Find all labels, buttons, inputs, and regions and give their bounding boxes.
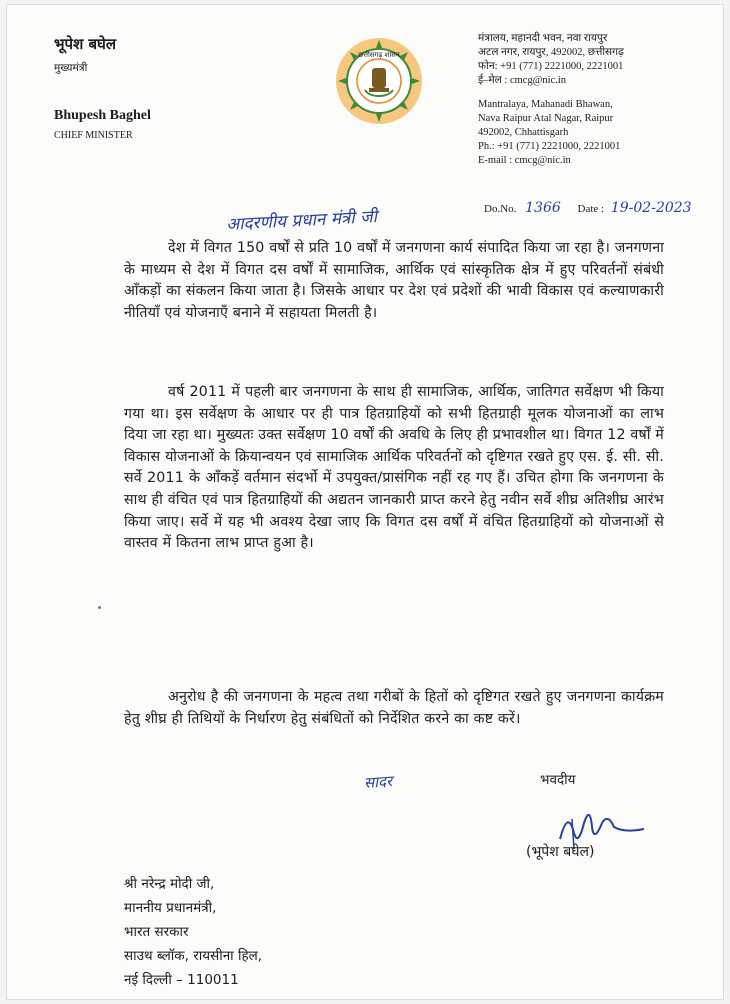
addressee-block xyxy=(124,872,262,992)
handwritten-note: सादर xyxy=(363,772,393,792)
do-no-label: Do.No. xyxy=(484,203,517,215)
letterhead-address xyxy=(478,32,728,168)
address-hindi-line: ई–मेल : cmcg@nic.in xyxy=(478,75,566,86)
seal-text: छत्तीसगढ़ शासन xyxy=(358,51,400,59)
salutation: आदरणीय प्रधान मंत्री जी xyxy=(225,207,378,235)
letter-page xyxy=(6,4,724,1000)
addressee-line: श्री नरेन्द्र मोदी जी, xyxy=(124,876,215,892)
addressee-line: साउथ ब्लॉक, रायसीना हिल, xyxy=(124,948,263,964)
address-hindi-line: फोन: +91 (771) 2221000, 2221001 xyxy=(478,61,624,72)
address-english-line: Nava Raipur Atal Nagar, Raipur xyxy=(478,113,614,124)
letterhead-hindi-name: भूपेश बघेल xyxy=(54,35,117,53)
address-english-line: E-mail : cmcg@nic.in xyxy=(478,155,571,166)
address-hindi-line: अटल नगर, रायपुर, 492002, छत्तीसगढ़ xyxy=(478,47,624,58)
body-paragraph: देश में विगत 150 वर्षों से प्रति 10 वर्षों में जनगणना कार्य संपादित किया जा रहा है। जनगणना के माध्यम से देश में विगत दस वर्षों में सामाजिक, आर्थिक एवं सांस्कृतिक क्षेत्र में हुए परिवर्तनों संबंधी आँकड़ों का संकलन किया जाता है। जिसके आधार पर देश एवं प्रदेशों की भावी विकास एवं कल्याणकारी नीतियाँ एवं योजनाएँ बनाने में सहायता मिलती है। xyxy=(124,240,664,321)
letterhead-english-title: CHIEF MINISTER xyxy=(54,130,133,141)
addressee-line: भारत सरकार xyxy=(124,924,189,940)
letterhead-hindi-title: मुख्यमंत्री xyxy=(54,62,88,74)
addressee-line: माननीय प्रधानमंत्री, xyxy=(124,900,217,916)
address-english-line: Mantralaya, Mahanadi Bhawan, xyxy=(478,99,613,110)
document-number-line xyxy=(484,200,692,216)
address-english-line: 492002, Chhattisgarh xyxy=(478,127,569,138)
date-label: Date : xyxy=(577,203,605,215)
do-no-value: 1366 xyxy=(525,200,561,216)
signatory-name: (भूपेश बघेल) xyxy=(526,844,595,860)
address-english-line: Ph.: +91 (771) 2221000, 2221001 xyxy=(478,141,621,152)
address-hindi-line: मंत्रालय, महानदी भवन, नवा रायपुर xyxy=(478,33,608,44)
closing: भवदीय xyxy=(540,772,576,788)
letterhead-english-name: Bhupesh Baghel xyxy=(54,108,151,123)
chhattisgarh-seal-icon xyxy=(334,36,424,126)
body-paragraph: वर्ष 2011 में पहली बार जनगणना के साथ ही सामाजिक, आर्थिक, जातिगत सर्वेक्षण भी किया गया था। इस सर्वेक्षण के आधार पर ही पात्र हितग्राहियों को सभी हितग्राही मूलक योजनाओं का लाभ दिया जा रहा था। मुख्यतः उक्त सर्वेक्षण 10 वर्षों की अवधि के लिए ही प्रभावशील था। विगत 12 वर्षों में विकास योजनाओं के क्रियान्वयन एवं सामाजिक आर्थिक परिवर्तनों को दृष्टिगत रखते हुए एस. ई. सी. सी. सर्वे 2011 के आँकड़ें वर्तमान संदर्भो में उपयुक्त/प्रासंगिक नहीं रह गए हैं। उचित होगा कि जनगणना के साथ ही वंचित एवं पात्र हितग्राहियों की अद्यतन जानकारी प्राप्त करने हेतु नवीन सर्वे शीघ्र अतिशीघ्र आरंभ किया जाए। सर्वे में यह भी अवश्य देखा जाए कि विगत दस वर्षों में वंचित हितग्राहियों को योजनाओं से वास्तव में कितना लाभ प्राप्त हुआ है। xyxy=(124,384,664,552)
margin-dot xyxy=(98,606,101,609)
date-value: 19-02-2023 xyxy=(610,200,692,216)
addressee-line: नई दिल्ली – 110011 xyxy=(124,972,239,988)
body-paragraph: अनुरोध है की जनगणना के महत्व तथा गरीबों के हितों को दृष्टिगत रखते हुए जनगणना कार्यक्रम हेतु शीघ्र ही तिथियों के निर्धारण हेतु संबंधितों को निर्देशित करने का कष्ट करें। xyxy=(124,689,664,727)
